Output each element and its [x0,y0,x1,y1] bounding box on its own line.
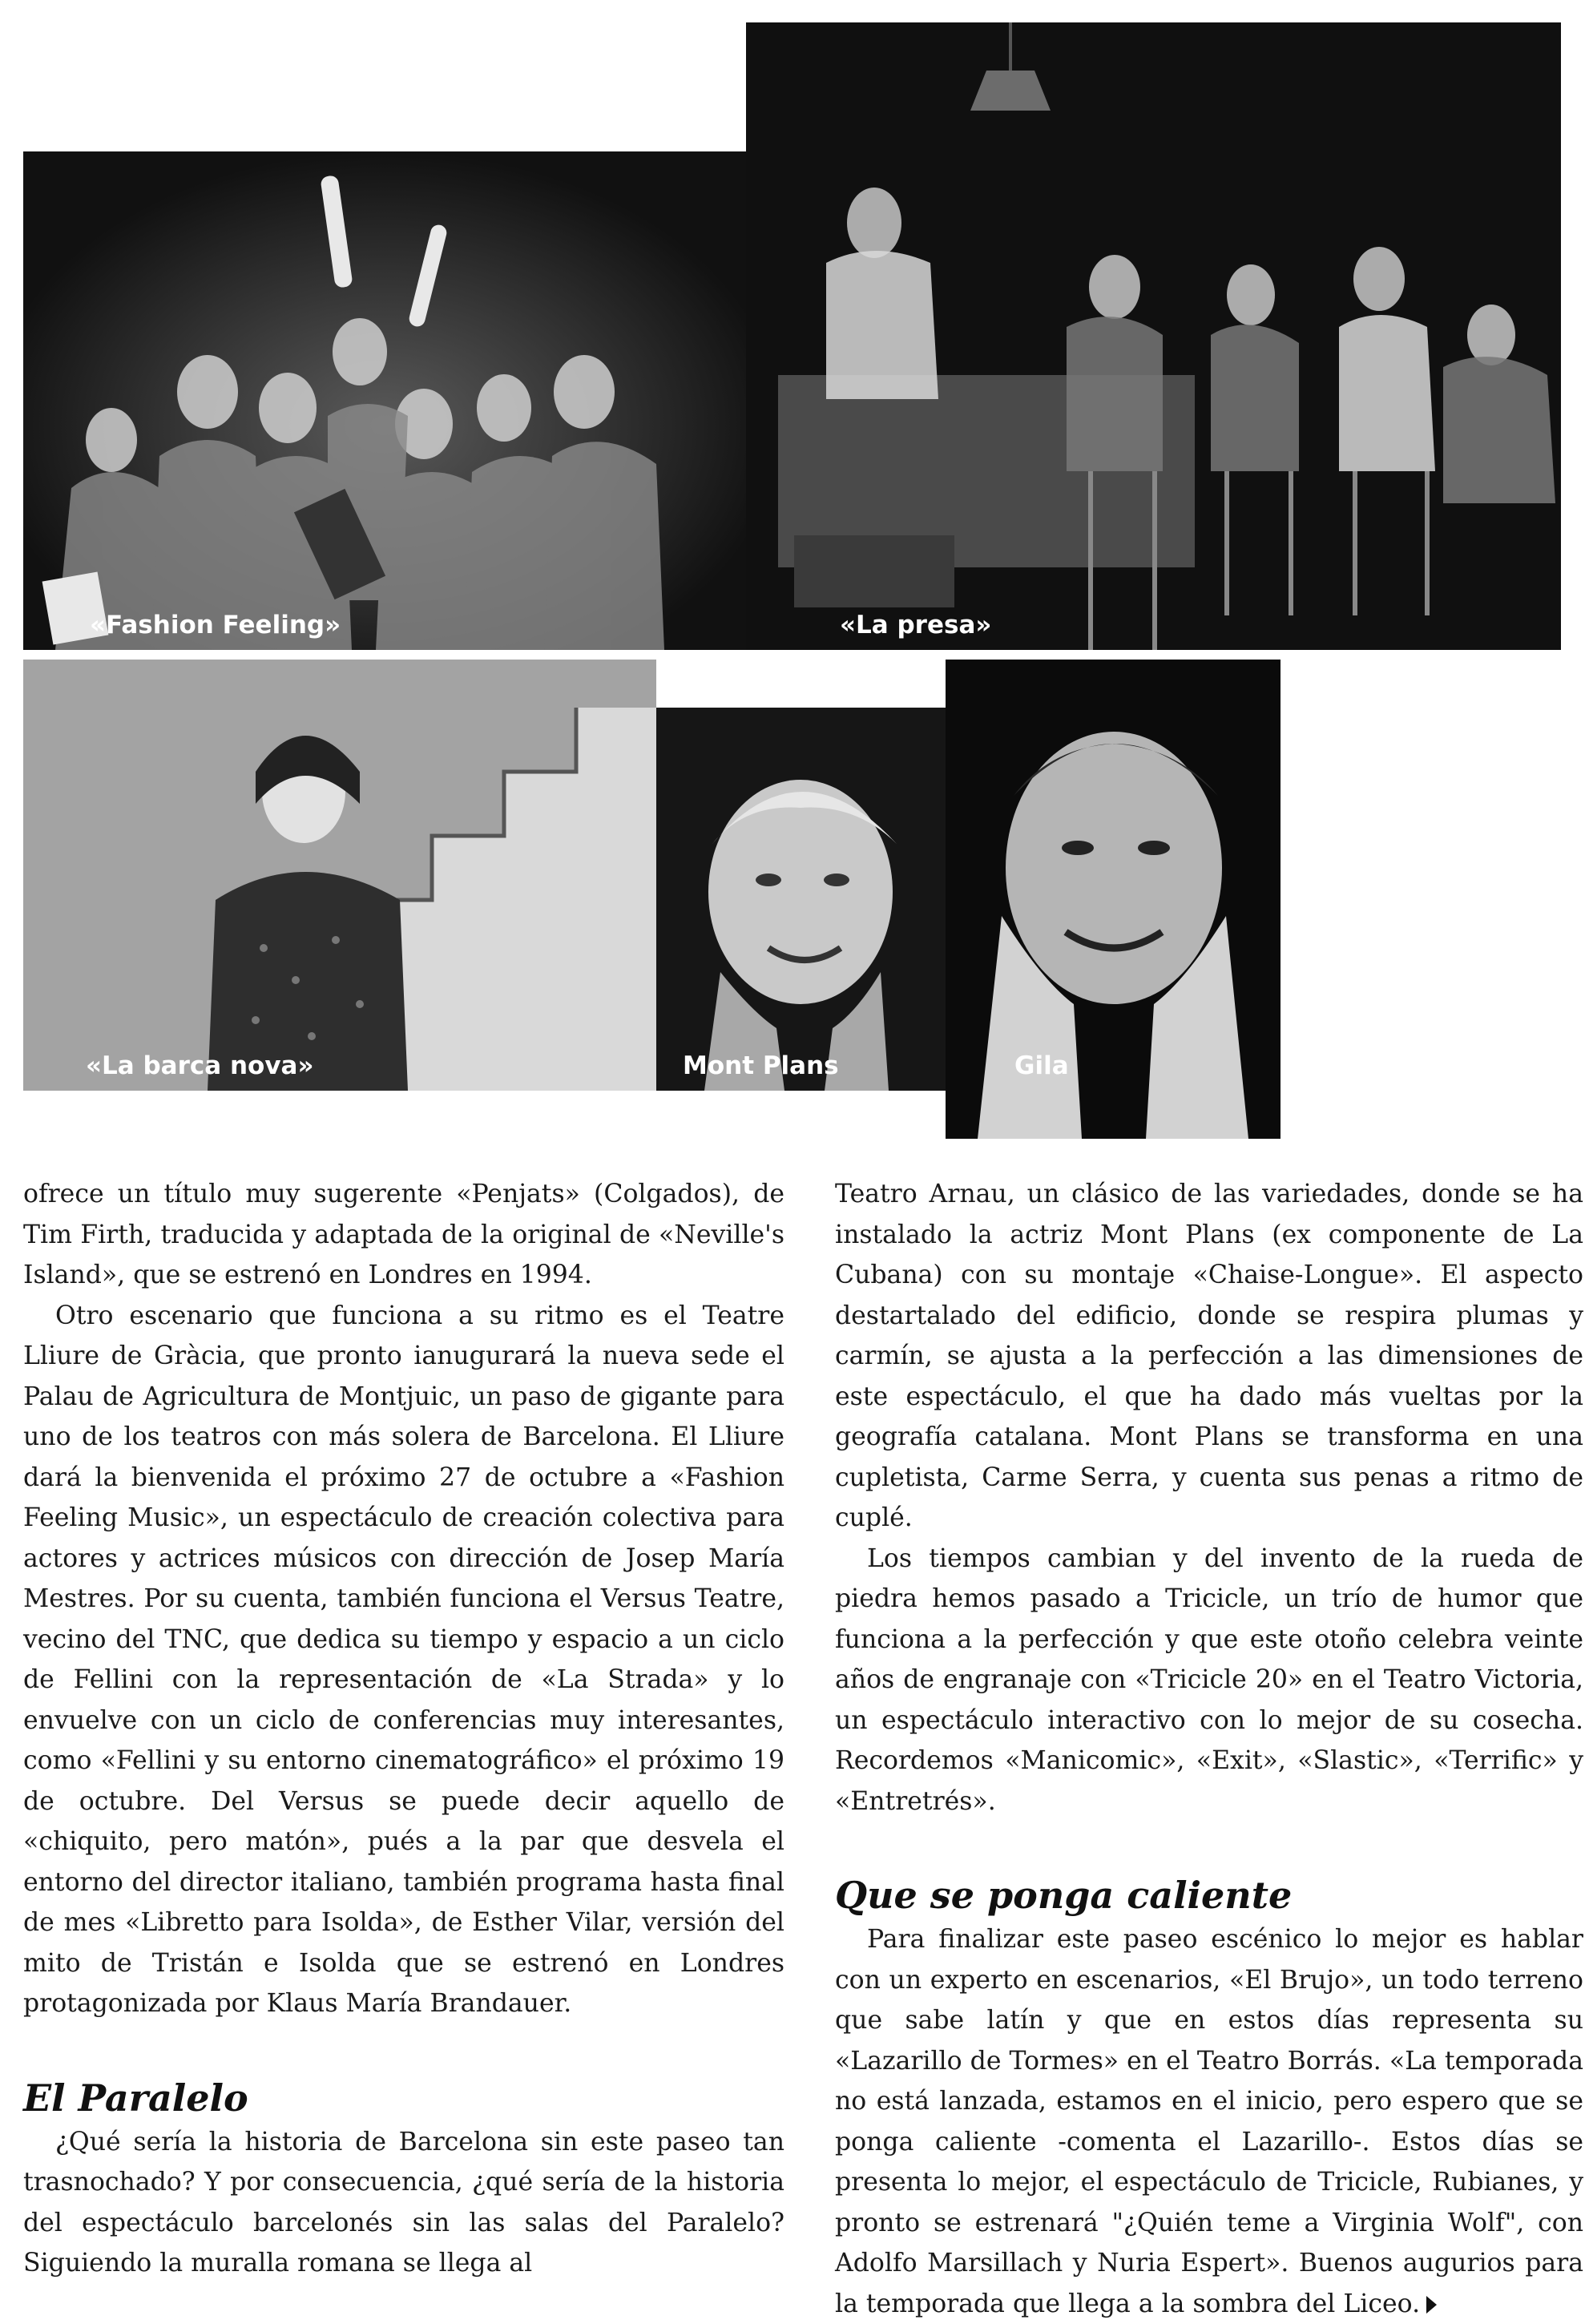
caption-la-barca-nova: «La barca nova» [86,1051,314,1080]
photo-la-barca-nova [23,660,656,1091]
caption-mont-plans: Mont Plans [683,1051,839,1080]
la-barca-nova-photo-art [23,660,656,1091]
left-column [23,1174,784,2284]
photo-mont-plans [656,708,946,1091]
la-presa-photo-art [746,22,1561,650]
caption-fashion-feeling: «Fashion Feeling» [90,611,341,640]
section-gap [23,2024,784,2076]
photo-la-presa [746,22,1561,650]
gila-photo-art [946,660,1281,1139]
caption-la-presa: «La presa» [840,611,992,640]
right-paragraph-2: Los tiempos cambian y del invento de la rueda de piedra hemos pasado a Tricicle, un trío de humor que funciona a la perfección y que este otoño celebra veinte años de engranaje con «Tricicle 20» en el Teatro Victoria, un espectáculo interactivo con lo mejor de su cosecha. Recordemos «Manicomic», «Exit», «Slastic», «Terrific» y «Entretrés». [835,1543,1583,1816]
left-paragraph-3: ¿Qué sería la historia de Barcelona sin este paseo tan trasnochado? Y por consecuencia, ¿qué sería de la historia del espectáculo barcelonés sin las salas del Paralelo? Siguiendo la muralla romana se llega al [23,2127,784,2278]
caption-gila: Gila [1014,1051,1069,1080]
fashion-feeling-photo-art [23,151,746,650]
right-paragraph-3: Para finalizar este paseo escénico lo mejor es hablar con un experto en escenarios, «El Brujo», un todo terreno que sabe latín y que en estos días representa su «Lazarillo de Tormes» en el Teatro Borrás. «La temporada no está lanzada, estamos en el inicio, pero espero que se ponga caliente -comenta el Lazarillo-. Estos días se presenta lo mejor, el espectáculo de Tricicle, Rubianes, y pronto se estrenará "¿Quién teme a Virginia Wolf", con Adolfo Marsillach y Nuria Espert». Buenos augurios para la temporada que llega a la sombra del Liceo. [835,1925,1583,2318]
left-paragraph-1: ofrece un título muy sugerente «Penjats» (Colgados), de Tim Firth, traducida y adaptada de la original de «Neville's Island», que se estrenó en Londres en 1994. [23,1180,784,1289]
subheading-que-se-ponga-caliente: Que se ponga caliente [835,1874,1293,1917]
mont-plans-photo-art [656,708,946,1091]
section-gap [835,1822,1583,1873]
subheading-el-paralelo: El Paralelo [23,2076,248,2120]
end-of-article-icon [1426,2296,1437,2314]
right-column [835,1174,1583,2324]
photo-gila [946,660,1281,1139]
left-paragraph-2: Otro escenario que funciona a su ritmo es el Teatre Lliure de Gràcia, que pronto ianugurará la nueva sede el Palau de Agricultura de Montjuic, un paso de gigante para uno de los teatros con más solera de Barcelona. El Lliure dará la bienvenida el próximo 27 de octubre a «Fashion Feeling Music», un espectáculo de creación colectiva para actores y actrices músicos con dirección de Josep María Mestres. Por su cuenta, también funciona el Versus Teatre, vecino del TNC, que dedica su tiempo y espacio a un ciclo de Fellini con la representación de «La Strada» y lo envuelve con un ciclo de conferencias muy interesantes, como «Fellini y su entorno cinematográfico» el próximo 19 de octubre. Del Versus se puede decir aquello de «chiquito, pero matón», pués a la par que desvela el entorno del director italiano, también programa hasta final de mes «Libretto para Isolda», de Esther Vilar, versión del mito de Tristán e Isolda que se estrenó en Londres protagonizada por Klaus María Brandauer. [23,1301,784,2018]
right-paragraph-1: Teatro Arnau, un clásico de las variedades, donde se ha instalado la actriz Mont Plans (ex componente de La Cubana) con su montaje «Chaise-Longue». El aspecto destartalado del edificio, donde se respira plumas y carmín, se ajusta a la perfección a las dimensiones de este espectáculo, el que ha dado más vueltas por la geografía catalana. Mont Plans se transforma en una cupletista, Carme Serra, y cuenta sus penas a ritmo de cuplé. [835,1180,1583,1532]
right-paragraph-3-wrap [835,1919,1583,2324]
photo-fashion-feeling [23,151,746,650]
